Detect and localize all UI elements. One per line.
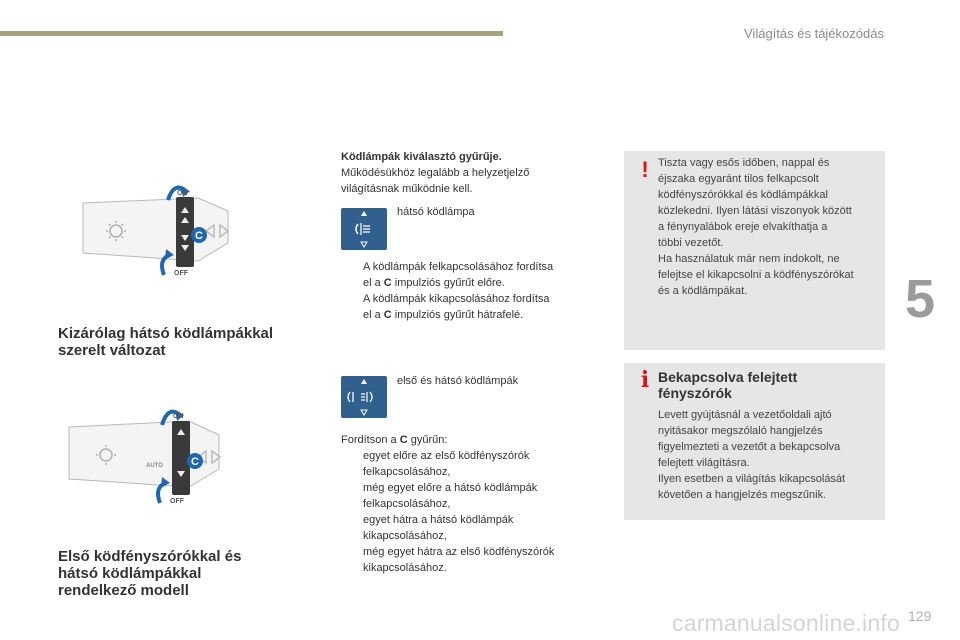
ring-title: Ködlámpák kiválasztó gyűrűje.: [341, 151, 502, 163]
ring-description: Ködlámpák kiválasztó gyűrűje. Működésükhöz legalább a helyzetjelző világításnak működnie kell.: [341, 151, 530, 195]
list-item: A ködlámpák felkapcsolásához fordítsa el a C impulziós gyűrűt előre.: [363, 261, 554, 289]
ring-c-letter: C: [383, 309, 392, 321]
warning-box: [624, 151, 885, 350]
info-title: Bekapcsolva felejtett fényszórók: [658, 369, 798, 401]
list-item: egyet előre az első ködfényszórók felkapcsolásához,: [363, 450, 530, 478]
front-rear-fog-lamp-icon: [341, 376, 387, 418]
stalk2-on-label: ON: [173, 413, 184, 420]
warning-icon: !: [641, 157, 649, 182]
header-accent-bar: [0, 31, 503, 36]
section1-heading: Kizárólag hátsó ködlámpákkal szerelt változat: [58, 325, 274, 359]
stalk2-auto-label: AUTO: [146, 463, 163, 469]
ring-bullets: [341, 259, 553, 323]
turn-instructions: [341, 432, 554, 576]
list-item: egyet hátra a hátsó ködlámpák kikapcsolásához,: [363, 514, 514, 542]
warning-text: Tiszta vagy esős időben, nappal és éjszaka egyaránt tilos felkapcsolt ködfényszórókkal és ködlámpákkal közlekedni. Ilyen látási viszonyok között a fénynyalábok ereje elvakíthatja a többi vezetőt. Ha használatuk már nem indokolt, ne felejtse el kikapcsolni a ködfényszórókat és a ködlámpákat.: [658, 157, 854, 297]
rear-fog-lamp-icon: [341, 208, 387, 250]
stalk2-off-label: OFF: [170, 498, 184, 505]
stalk1-on-label: ON: [177, 190, 188, 197]
ring-c-letter: C: [383, 277, 392, 289]
list-item: még egyet hátra az első ködfényszórók kikapcsolásához.: [363, 546, 555, 574]
chapter-number: 5: [905, 269, 936, 329]
info-box: [624, 363, 885, 520]
section2-heading: Első ködfényszórókkal és hátsó ködlámpákkal rendelkező modell: [58, 548, 242, 599]
rear-fog-label: hátsó ködlámpa: [397, 206, 475, 218]
list-item: A ködlámpák kikapcsolásához fordítsa el a C impulziós gyűrűt hátrafelé.: [363, 293, 550, 321]
info-text: Levett gyújtásnál a vezetőoldali ajtó nyitásakor megszólaló hangjelzés figyelmezteti a vezetőt a bekapcsolva felejtett világításra. Ilyen esetben a világítás kikapcsolását követően a hangjelzés megszűnik.: [658, 409, 846, 501]
turn-intro: Fordítson a C gyűrűn:: [341, 434, 448, 446]
stalk2-c-label: C: [191, 456, 199, 468]
info-icon: i: [640, 367, 650, 393]
fog-ring-stalk-illustration: [78, 183, 248, 278]
fog-ring-stalk-illustration-2: [64, 405, 244, 505]
ring-c-letter: C: [399, 434, 408, 446]
stalk1-c-label: C: [195, 230, 203, 242]
watermark: carmanualsonline.info: [672, 610, 900, 636]
stalk1-off-label: OFF: [174, 270, 188, 277]
list-item: még egyet előre a hátsó ködlámpák felkapcsolásához,: [363, 482, 538, 510]
front-rear-fog-label: első és hátsó ködlámpák: [397, 375, 519, 387]
page-header-title: Világítás és tájékozódás: [744, 26, 884, 41]
page-number: 129: [908, 608, 932, 624]
